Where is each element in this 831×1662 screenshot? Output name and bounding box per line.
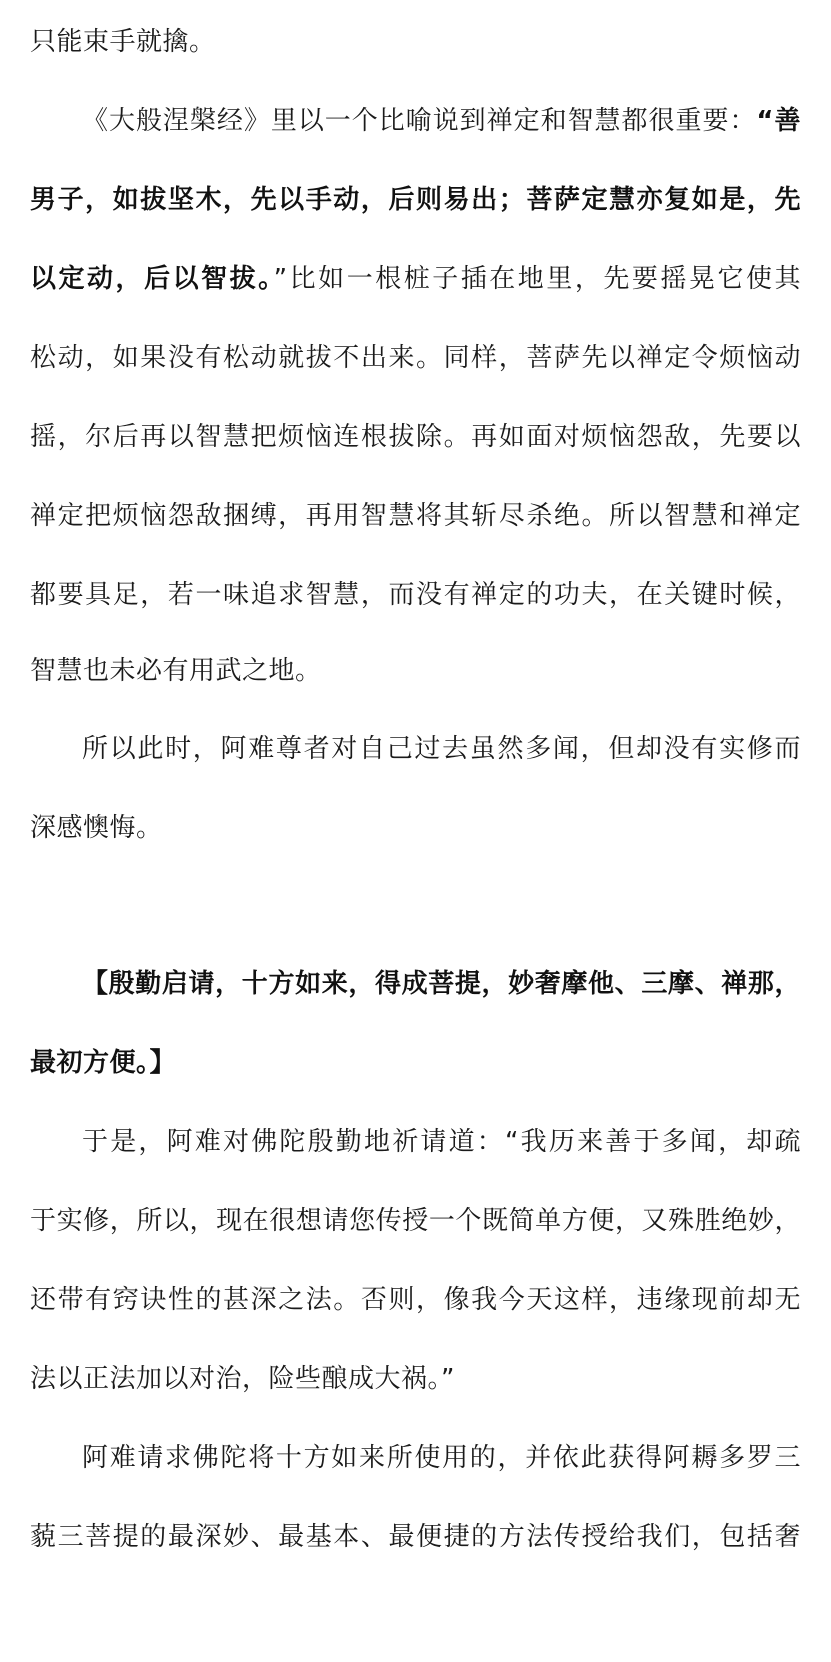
section-heading: 最初方便。】: [30, 1048, 177, 1078]
paragraph-line: [82, 103, 801, 139]
text-line: 都要具足，若一味追求智慧，而没有禅定的功夫，在关键时候，: [30, 580, 801, 610]
paragraph-line: 于是，阿难对佛陀殷勤地祈请道：“我历来善于多闻，却疏: [82, 1127, 801, 1157]
text-run: ”比如一根桩子插在地里，先要摇晃它使其: [273, 264, 801, 294]
text-line: 只能束手就擒。: [30, 27, 216, 57]
bold-quote: 以定动，后以智拔。: [30, 264, 274, 294]
section-heading-line: [82, 966, 801, 1002]
text-line: 深感懊悔。: [30, 813, 163, 843]
text-line: 法以正法加以对治，险些酿成大祸。”: [30, 1364, 455, 1394]
text-line: 藐三菩提的最深妙、最基本、最便捷的方法传授给我们，包括奢: [30, 1522, 801, 1552]
bold-quote: 男子，如拔坚木，先以手动，后则易出；菩萨定慧亦复如是，先: [30, 185, 801, 215]
text-line: 禅定把烦恼怨敌捆缚，再用智慧将其斩尽杀绝。所以智慧和禅定: [30, 501, 801, 531]
bold-quote-line: [30, 182, 801, 218]
text-run: 《大般涅槃经》里以一个比喻说到禅定和智慧都很重要：: [82, 106, 757, 136]
bold-quote: “善: [756, 106, 801, 136]
section-heading-line: [30, 1045, 801, 1081]
text-line: 摇，尔后再以智慧把烦恼连根拔除。再如面对烦恼怨敌，先要以: [30, 422, 801, 452]
text-line: 松动，如果没有松动就拔不出来。同样，菩萨先以禅定令烦恼动: [30, 343, 801, 373]
text-line: 智慧也未必有用武之地。: [30, 656, 322, 686]
section-heading: 【殷勤启请，十方如来，得成菩提，妙奢摩他、三摩、禅那，: [82, 969, 801, 999]
paragraph-line: 所以此时，阿难尊者对自己过去虽然多闻，但却没有实修而: [82, 734, 801, 764]
paragraph-line: 阿难请求佛陀将十方如来所使用的，并依此获得阿耨多罗三: [82, 1443, 801, 1473]
text-line: 还带有窍诀性的甚深之法。否则，像我今天这样，违缘现前却无: [30, 1285, 801, 1315]
paragraph-line: [30, 261, 801, 297]
text-line: 于实修，所以，现在很想请您传授一个既简单方便，又殊胜绝妙，: [30, 1206, 801, 1236]
